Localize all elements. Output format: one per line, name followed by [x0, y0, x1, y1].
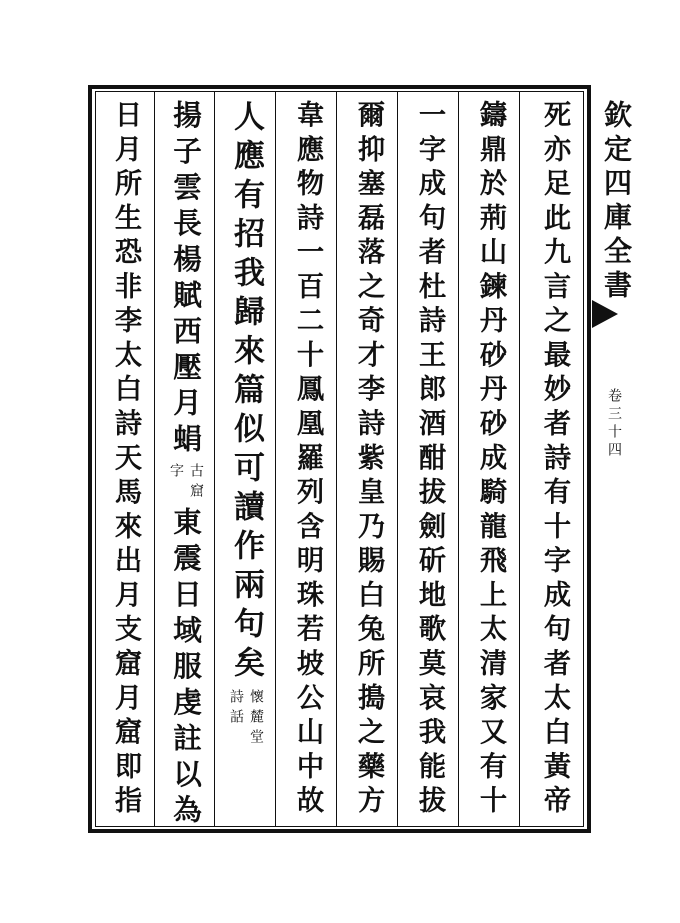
text-column-5	[280, 92, 336, 827]
column-rule	[154, 91, 155, 827]
note-right: 古窟	[188, 463, 204, 504]
text-column-7	[158, 92, 214, 831]
note-left: 詩話	[228, 689, 244, 729]
column-text: 韋應物詩一百二十鳳凰羅列含明珠若坡公山中故	[292, 100, 324, 820]
volume-number: 卷三十四	[606, 388, 622, 460]
column-text: 一字成句者杜詩王郎酒酣拔劍斫地歌莫哀我能拔	[414, 100, 446, 820]
text-column-4	[341, 92, 397, 827]
column-text: 人應有招我歸來篇似可讀作兩句矣	[228, 100, 264, 685]
column-rule	[397, 91, 398, 827]
column-text: 死亦足此九言之最妙者詩有十字成句者太白黃帝	[539, 100, 571, 820]
text-column-8	[98, 92, 154, 827]
book-title: 欽定四庫全書	[600, 100, 633, 304]
column-text: 日月所生恐非李太白詩天馬來出月支窟月窟即指	[110, 100, 142, 820]
column-text: 鑄鼎於荊山鍊丹砂丹砂成騎龍飛上太清家又有十	[475, 100, 507, 820]
column-rule	[275, 91, 276, 827]
text-column-6	[218, 92, 274, 827]
column-text: 爾抑塞磊落之奇才李詩紫皇乃賜白兔所搗之藥方	[353, 100, 385, 820]
fish-tail-mark	[592, 300, 618, 328]
interlinear-note	[227, 689, 265, 749]
text-column-2	[463, 92, 519, 827]
column-rule	[336, 91, 337, 827]
note-left: 字	[168, 463, 184, 484]
column-rule	[519, 91, 520, 827]
note-right: 懷麓堂	[248, 689, 264, 749]
text-column-3	[402, 92, 458, 827]
text-column-1	[527, 92, 583, 827]
column-text-before: 揚子雲長楊賦西壓月蜎	[169, 100, 203, 460]
column-rule	[214, 91, 215, 827]
column-text-after: 東震日域服虔註以為	[169, 507, 203, 831]
column-rule	[458, 91, 459, 827]
interlinear-note	[167, 463, 205, 503]
